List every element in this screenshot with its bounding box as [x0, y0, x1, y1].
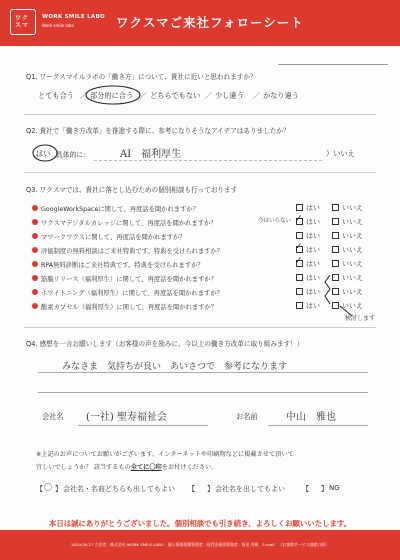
- publish-note-line2-a: 宜しいでしょうか？ 該当するもの: [36, 464, 131, 471]
- q1-option-1[interactable]: とても合う: [38, 91, 74, 100]
- q3-row-label: ホワイトニング（福利厚生）に関して、再度話を聞かれますか？: [41, 290, 223, 297]
- q1-sep-2: ／: [140, 91, 148, 100]
- q1-option-5[interactable]: かなり違う: [263, 91, 299, 100]
- q3-row-no-label: いいえ: [342, 260, 363, 268]
- q3-row-label: GoogleWorkSpaceに関して、再度話を聞かれますか？: [41, 206, 199, 213]
- q3-row-label: 評価制度の無料相談はご来社特典です。特典を受けられますか？: [41, 248, 224, 255]
- q1-option-3[interactable]: どちらでもない: [150, 91, 201, 100]
- q2-detail-label: 具体的に：: [56, 151, 90, 159]
- q3-row-yes-label: はい: [306, 260, 320, 268]
- publish-option-2[interactable]: 会社名を出してもよい: [215, 485, 285, 493]
- brand-name: WORK SMILE LABO: [42, 14, 105, 20]
- bracket-close: 】: [207, 485, 214, 493]
- q3-row-no-label: いいえ: [342, 302, 363, 310]
- company-value[interactable]: (一社) 聖寿福祉会: [86, 412, 167, 423]
- q3-row-yes-label: はい: [306, 218, 320, 226]
- check-mark-icon: ✓: [295, 214, 303, 224]
- q4-answer[interactable]: みなさま 気持ちが良い あいさつで 参考になります: [62, 362, 288, 372]
- check-mark-icon: ✓: [295, 242, 303, 252]
- publish-note-emphasis: 全てに〇印: [130, 464, 162, 471]
- publish-note-line2: [36, 462, 217, 471]
- q3-row-no-label: いいえ: [342, 274, 363, 282]
- q1-sep-3: ／: [205, 91, 213, 100]
- divider-3: [24, 327, 376, 328]
- q3-row-no-label: いいえ: [342, 218, 363, 226]
- q3-row-note: 今はいらない: [258, 218, 292, 224]
- publish-note-line2-c: をお付けください。: [161, 464, 218, 471]
- q3-row-no-label: いいえ: [342, 232, 363, 240]
- q2-answer[interactable]: AI 福利厚生: [120, 149, 182, 160]
- q3-row-label: 酸素カプセル（福利厚生）に関して、再度話を聞かれますか？: [41, 304, 218, 311]
- q3-row-label: 筋膜リリース（福利厚生）に関して、再度話を聞かれますか？: [41, 276, 217, 283]
- check-mark-icon: ✓: [295, 256, 303, 266]
- brand-sub: Work smile labo: [42, 23, 74, 28]
- publish-option-1[interactable]: 会社名・名前どちらも出してもよい: [63, 485, 175, 493]
- q4-answer-line-1: [38, 372, 368, 373]
- publish-option-1-mark[interactable]: 〇: [44, 483, 52, 492]
- publish-note-line1: ※上記のお声についてお願いがございます。インターネットや印刷物などに掲載させて頂いて: [36, 451, 294, 458]
- company-label: 会社名: [42, 412, 64, 421]
- name-label: お名前: [236, 412, 258, 421]
- q2-yes[interactable]: はい: [36, 149, 51, 158]
- bracket-close: 】: [321, 485, 328, 493]
- q3-text: Q3. ワクスマでは、貴社に落とし込むための個別相談も行っております: [26, 186, 238, 194]
- q2-text: Q2. 貴社で「働き方改革」を推進する際に、参考になりそうなアイデアはありましたか？: [26, 127, 290, 135]
- q1-option-2[interactable]: 部分的に合う: [90, 91, 134, 100]
- q3-row-yes-label: はい: [306, 246, 320, 254]
- q3-row-yes-label: はい: [306, 302, 320, 310]
- q3-row-no-label: いいえ: [342, 288, 363, 296]
- q1-sep-4: ／: [253, 91, 261, 100]
- q3-bottom-note: 検討します: [345, 315, 376, 322]
- page-title: ワクスマご来社フォローシート: [116, 15, 304, 30]
- name-value[interactable]: 中山 雅也: [286, 412, 336, 423]
- bracket-open: 【: [36, 485, 43, 493]
- q3-row-yes-label: はい: [306, 232, 320, 240]
- q1-option-4[interactable]: 少し違う: [215, 91, 244, 100]
- bracket-open: 【: [188, 485, 195, 493]
- footer-company-info: 2024.09.27 立会者：株式会社 WORK SMILE LABO 個人情報保護管理者：経営企画部管理者：角田 秀雄 E-mail：（お客様サービス課窓口係）: [71, 542, 329, 547]
- q4-answer-line-2: [38, 392, 368, 393]
- q3-row-label: ワクスマデジタルカレッジに関して、再度話を聞かれますか？: [41, 220, 217, 227]
- q3-row-label: マワークワクスに関して、再度話を聞かれますか？: [41, 234, 186, 241]
- name-line: [268, 425, 368, 426]
- q1-text: Q1. ワークスマイルラボの「働き方」について、貴社に近いと思われますか？: [26, 73, 257, 81]
- company-line: [78, 425, 208, 426]
- thanks-message: 本日は誠にありがとうございました。個別相談でも引き続き、よろしくお願いいたします。: [48, 519, 352, 528]
- q1-sep-1: ／: [80, 91, 88, 100]
- q3-row-yes-label: はい: [306, 204, 320, 212]
- bracket-open: 【: [302, 485, 309, 493]
- q3-row-no-label: いいえ: [342, 246, 363, 254]
- q2-no[interactable]: ）いいえ: [326, 149, 355, 158]
- q3-row-yes-label: はい: [306, 288, 320, 296]
- bracket-close: 】: [55, 485, 62, 493]
- q4-text: Q4. 感想を一言お願いします（お客様の声を励みに、今以上の働き方改革に取り組みます！）: [26, 340, 304, 348]
- publish-option-3[interactable]: NG: [329, 484, 340, 492]
- q3-row-label: RPA無料診断はご来社特典です。特典を受けられますか？: [41, 262, 204, 269]
- logo-text: ワクスマ: [15, 15, 30, 29]
- q3-row-yes-label: はい: [306, 274, 320, 282]
- q3-row-no-label: いいえ: [342, 204, 363, 212]
